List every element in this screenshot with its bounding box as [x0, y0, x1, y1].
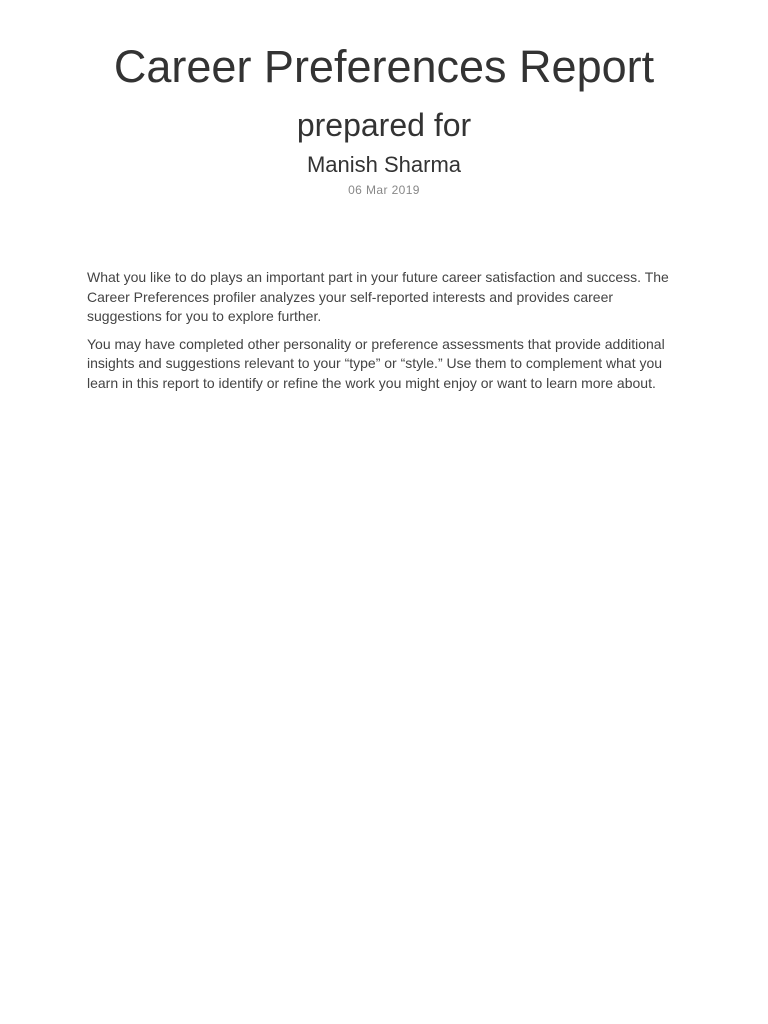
report-date: 06 Mar 2019 — [348, 183, 420, 197]
report-title: Career Preferences Report — [113, 41, 655, 92]
recipient-name: Manish Sharma — [306, 152, 462, 177]
report-header — [0, 0, 768, 197]
intro-paragraph: What you like to do plays an important part in your future career satisfaction and success. The Career Preferences profiler analyzes your self-reported interests and provides career suggestions for you to explore further. — [87, 269, 669, 325]
prepared-for-label: prepared for — [296, 107, 472, 143]
intro-section — [87, 268, 687, 402]
intro-paragraph: You may have completed other personality or preference assessments that provide additional insights and suggestions relevant to your “type” or “style.” Use them to complement what you learn in this report to identify or refine the work you might enjoy or want to learn more about. — [87, 335, 665, 391]
